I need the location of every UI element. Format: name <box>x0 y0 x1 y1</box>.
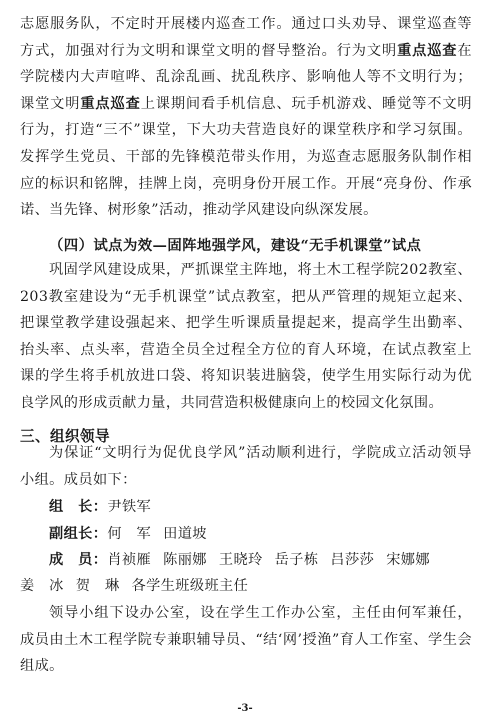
member-name: 各学生班级班主任 <box>131 578 249 594</box>
page-number: -3- <box>237 703 253 714</box>
section-heading-3: 三、组织领导 <box>20 428 110 445</box>
paragraph-leadership-intro: 为保证“文明行为促优良学风”活动顺利进行，学院成立活动领导小组。成员如下： <box>20 445 472 488</box>
subsection-heading-4: （四）试点为效—固阵地强学风，建设“无手机课堂”试点 <box>49 237 422 254</box>
members-role: 成 员： <box>49 552 108 568</box>
paragraph-patrol <box>20 11 472 224</box>
deputy-role: 副组长： <box>49 526 108 542</box>
deputy-line <box>20 521 480 548</box>
member-name: 尹铁军 <box>107 499 152 515</box>
paragraph-pilot-classroom: 巩固学风建设成果，严抓课堂主阵地，将土木工程学院202教室、203教室建设为“无手机课堂”试点教室，把从严管理的规矩立起来、把课堂教学建设强起来、把学生听课质量提起来，提高学生出勤率、抬头率、点头率，营造全员全过程全方位的育人环境，在试点教室上课的学生将手机放进口袋、将知识装进脑袋，使学生用实际行动为优良学风的形成贡献力量，共同营造积极健康向上的校园文化氛围。 <box>20 262 472 411</box>
leader-names <box>107 499 163 515</box>
member-name: 肖祯雁 <box>107 552 152 568</box>
members-line-2 <box>20 573 480 600</box>
member-name: 陈丽娜 <box>163 552 207 568</box>
member-name: 宋娜娜 <box>386 552 430 568</box>
members-line-1 <box>20 547 480 574</box>
member-name: 何 军 <box>107 526 152 542</box>
member-name: 岳子栋 <box>274 552 319 568</box>
leader-line <box>20 494 480 521</box>
member-name: 姜 冰 <box>20 578 64 594</box>
paragraph-text: 志愿服务队，不定时开展楼内巡查工作。通过口头劝导、课堂巡查等方式，加强对行为文明和课堂文明的督导整治。行为文明 <box>20 16 472 59</box>
members-names-continued <box>20 578 260 594</box>
leader-role: 组 长： <box>49 499 108 515</box>
member-name: 吕莎莎 <box>330 552 375 568</box>
paragraph-text: 上课期间看手机信息、玩手机游戏、睡觉等不文明行为，打造“三不”课堂，下大功夫营造良好的课堂秩序和学习氛围。发挥学生党员、干部的先锋模范带头作用，为巡查志愿服务队制作相应的标识和铭牌，挂牌上岗，亮明身份开展工作。开展“亮身份、作承诺、当先锋、树形象”活动，推动学风建设向纵深发展。 <box>20 95 473 219</box>
bold-keyword: 重点巡查 <box>397 42 458 59</box>
member-name: 贺 琳 <box>75 578 120 594</box>
member-name: 田道坡 <box>163 526 207 542</box>
paragraph-office: 领导小组下设办公室，设在学生工作办公室，主任由何军兼任，成员由土木工程学院专兼职辅导员、“结‘网’授渔”育人工作室、学生会组成。 <box>20 605 472 675</box>
paragraph-text: 在学院楼内大声喧哗、乱涂乱画、扰乱秩序、影响他人等不文明行为；课堂文明 <box>20 42 472 112</box>
deputy-names <box>107 526 219 542</box>
member-name: 王晓玲 <box>218 552 263 568</box>
members-names <box>107 552 442 568</box>
bold-keyword: 重点巡查 <box>80 95 141 112</box>
